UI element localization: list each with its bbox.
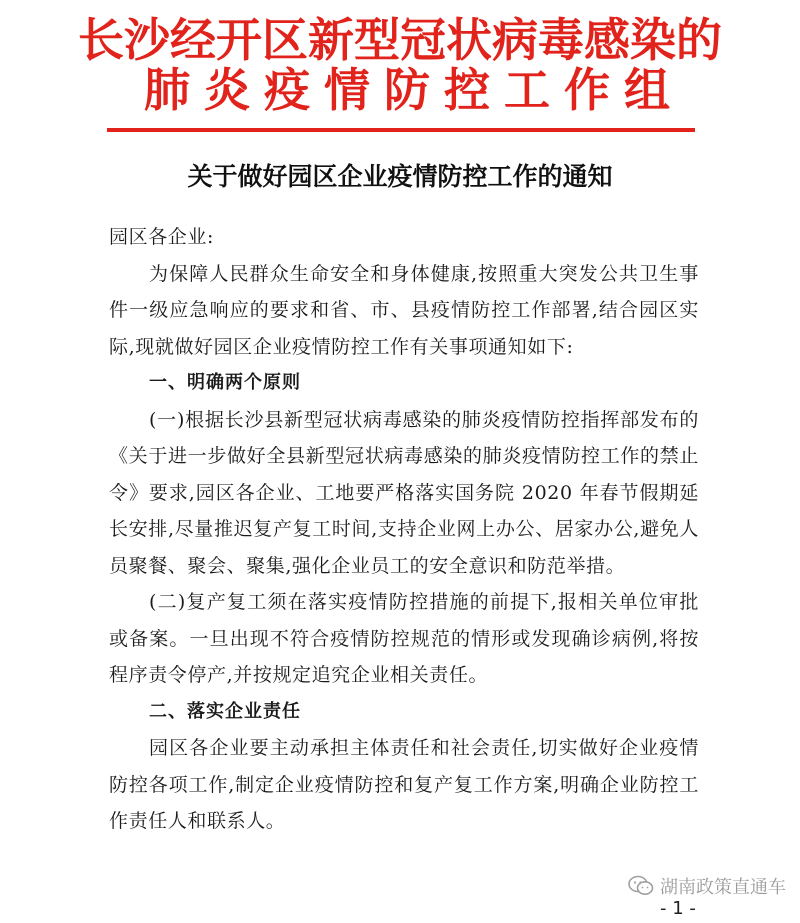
section1-item2: (二)复产复工须在落实疫情防控措施的前提下,报相关单位审批或备案。一旦出现不符合疫情防控规范的情形或发现确诊病例,将按程序责令停产,并按规定追究企业相关责任。 (109, 591, 699, 686)
section1-item1: (一)根据长沙县新型冠状病毒感染的肺炎疫情防控指挥部发布的《关于进一步做好全县新型冠状病毒感染的肺炎疫情防控工作的禁止令》要求,园区各企业、工地要严格落实国务院 2020 年春节假期延长安排,尽量推迟复产复工时间,支持企业网上办公、居家办公,避免人员聚餐、聚会、聚集,强化企业员工的安全意识和防范举措。 (109, 408, 699, 577)
section2-heading: 二、落实企业责任 (149, 700, 301, 722)
section2-body: 园区各企业要主动承担主体责任和社会责任,切实做好企业疫情防控各项工作,制定企业疫情防控和复产复工作方案,明确企业防控工作责任人和联系人。 (109, 737, 699, 832)
red-header-rule (107, 128, 695, 132)
salutation: 园区各企业: (109, 226, 215, 248)
section1-heading: 一、明确两个原则 (149, 372, 301, 393)
source-watermark (628, 873, 786, 899)
issuer-name-line1: 长沙经开区新型冠状病毒感染的 (78, 13, 722, 67)
document-body (109, 219, 699, 840)
page-number: - 1 - (660, 898, 696, 919)
intro-paragraph: 为保障人民群众生命安全和身体健康,按照重大突发公共卫生事件一级应急响应的要求和省、市、县疫情防控工作部署,结合园区实际,现就做好园区企业疫情防控工作有关事项通知如下: (109, 262, 699, 358)
wechat-icon (628, 875, 654, 897)
issuer-name-line2: 肺炎疫情防控工作组 (144, 63, 684, 117)
watermark-text: 湖南政策直通车 (660, 877, 786, 898)
document-title: 关于做好园区企业疫情防控工作的通知 (187, 162, 613, 191)
